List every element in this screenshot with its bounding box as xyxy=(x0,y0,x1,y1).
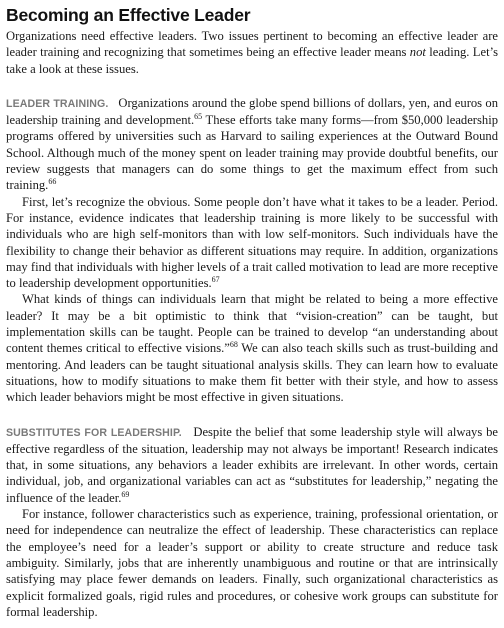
paragraph-text: Organizations around the globe spend billions of dollars, yen, and euros on leadership training and development. xyxy=(6,95,498,128)
paragraph-text: What kinds of things can individuals learn that might be related to being a more effective leader? It may be a bit optimistic to think that “vision-creation” can be taught, but implementation skills can be taught. People can be trained to develop “an understanding about content themes critical to effective visions.” xyxy=(6,292,498,356)
paragraph-text: Despite the belief that some leadership style will always be effective regardless of the situation, leadership may not always be important! Research indicates that, in some situations, any behaviors a leader exhibits are irrelevant. In other words, certain individual, job, and organizational variables can act as “substitutes for leadership,” negating the influence of the leader. xyxy=(6,424,498,505)
footnote-69: 69 xyxy=(121,489,130,499)
footnote-67: 67 xyxy=(211,275,220,285)
leader-training-paragraph-3 xyxy=(6,291,498,405)
intro-emphasis: not xyxy=(409,45,426,60)
substitutes-paragraph-1 xyxy=(6,424,498,506)
section-heading-substitutes: SUBSTITUTES FOR LEADERSHIP. xyxy=(6,426,182,439)
substitutes-section xyxy=(6,424,498,621)
paragraph-text: We can also teach skills such as trust-building and mentoring. And leaders can be taught situational analysis skills. They can learn how to evaluate situations, how to modify situations to make them fit better with their style, and how to assess which leader behaviors might be most effective in given situations. xyxy=(6,341,498,405)
substitutes-paragraph-2 xyxy=(6,506,498,620)
document-page xyxy=(6,4,498,620)
paragraph-text: These efforts take many forms—from $50,000 leadership programs offered by universities such as Harvard to sailing experiences at the Outward Bound School. Although much of the money spent on leader training may provide doubtful benefits, our review suggests that managers can do some things to get the maximum effect from such training. xyxy=(6,113,498,193)
section-heading-leader-training: LEADER TRAINING. xyxy=(6,97,109,110)
paragraph-text: For instance, follower characteristics such as experience, training, professional orientation, or need for independence can neutralize the effect of leadership. These characteristics can replace the employee’s need for a leader’s support or ability to create structure and reduce task ambiguity. Similarly, jobs that are inherently unambiguous and routine or that are intrinsically satisfying may place fewer demands on leaders. Finally, such organizational characteristics as explicit formalized goals, rigid rules and procedures, or cohesive work groups can substitute for formal leadership. xyxy=(6,507,498,619)
footnote-66: 66 xyxy=(48,177,57,187)
leader-training-paragraph-1 xyxy=(6,95,498,194)
intro-text-2: leading. Let’s take a look at these issues. xyxy=(6,45,498,76)
intro-text-1: Organizations need effective leaders. Two issues pertinent to becoming an effective leader are leader training and recognizing that sometimes being an effective leader means xyxy=(6,29,498,60)
page-title: Becoming an Effective Leader xyxy=(6,5,251,25)
intro-paragraph xyxy=(6,28,498,77)
leader-training-section xyxy=(6,95,498,406)
leader-training-paragraph-2 xyxy=(6,194,498,292)
footnote-68: 68 xyxy=(229,340,238,350)
paragraph-text: First, let’s recognize the obvious. Some people don’t have what it takes to be a leader. Period. For instance, evidence indicates that leadership training is more likely to be successful with individuals who are high self-monitors than with low self-monitors. Such individuals have the flexibility to change their behavior as different situations may require. In addition, organizations may find that individuals with higher levels of a trait called motivation to lead are more receptive to leadership development opportunities. xyxy=(6,194,498,291)
footnote-65: 65 xyxy=(194,112,203,122)
